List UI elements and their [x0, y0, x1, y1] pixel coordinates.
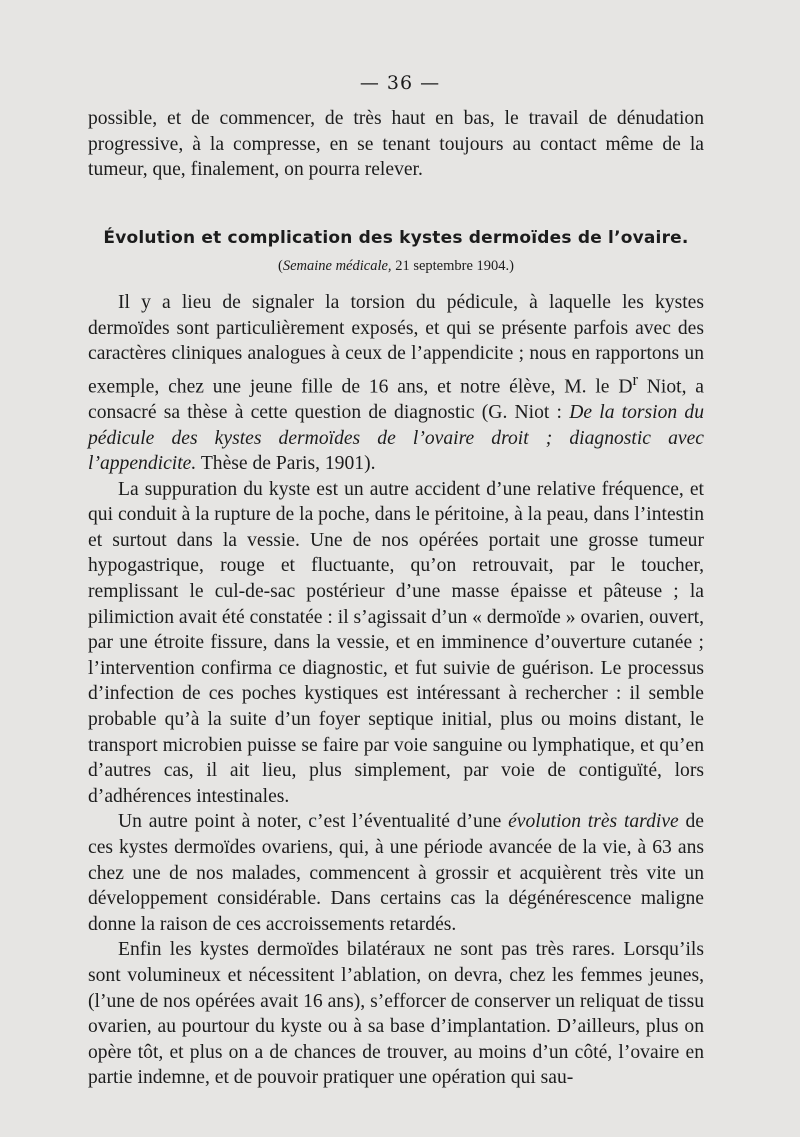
p3-text-a: Un autre point à noter, c’est l’éventualité d’une [118, 811, 509, 833]
paragraph-suppuration: La suppuration du kyste est un autre accident d’une relative fréquence, et qui conduit à la rupture de la poche, dans le péritoine, à la peau, dans l’intestin et surtout dans la vessie. Une de nos opérées portait une grosse tumeur hypogastrique, rouge et fluctuante, qu’on retrouvait, par le toucher, remplissant le cul-de-sac postérieur d’une masse épaisse et pâteuse ; la pilimiction avait été constatée : il s’agissait d’un « dermoïde » ovarien, ouvert, par une étroite fissure, dans la vessie, et en imminence d’ouverture cutanée ; l’intervention confirma ce diagnostic, et fut suivie de guérison. Le processus d’infection de ces poches kystiques est intéressant à rechercher : il semble probable qu’à la suite d’un foyer septique initial, plus ou moins distant, le transport microbien puisse se faire par voie sanguine ou lymphatique, et qu’en d’autres cas, il ait lieu, plus simplement, par voie de contiguïté, lors d’adhérences intestinales. [88, 478, 704, 807]
page-number: — 36 — [359, 72, 441, 94]
p1-superscript: r [632, 369, 638, 389]
source-date: 21 septembre 1904.) [391, 258, 514, 274]
p1-thesis-title: De la torsion du pédicule des kystes dermoïdes de l’ovaire droit ; diagnostic avec l’appendicite. [88, 401, 704, 475]
paragraph-evolution [88, 809, 704, 937]
paragraph-bilateral: Enfin les kystes dermoïdes bilatéraux ne sont pas très rares. Lorsqu’ils sont volumineux et nécessitent l’ablation, on devra, chez les femmes jeunes, (l’une de nos opérées avait 16 ans), s’efforcer de conserver un reliquat de tissu ovarien, au pourtour du kyste ou à sa base d’implantation. D’ailleurs, plus on opère tôt, et plus on a de chances de trouver, au moins d’un côté, l’ovaire en partie indemne, et de pouvoir pratiquer une opération qui sau- [88, 939, 704, 1089]
source-journal: Semaine médicale, [282, 258, 392, 274]
body-text [88, 290, 704, 1091]
p1-text-b: Niot, a consacré sa thèse à cette question de diagnostic (G. Niot : [88, 376, 704, 423]
p3-italic: évolution très tardive [508, 811, 679, 833]
section-title: Évolution et complication des kystes dermoïdes de l’ovaire. [103, 228, 689, 248]
p1-text-a: Il y a lieu de signaler la torsion du pédicule, à laquelle les kystes dermoïdes sont particulièrement exposés, et qui se présente parfois avec des caractères cliniques analogues à ceux de l’appendicite ; nous en rapportons un exemple, chez une jeune fille de 16 ans, et notre élève, M. le D [88, 292, 704, 398]
intro-paragraph: possible, et de commencer, de très haut en bas, le travail de dénudation progressive, à la compresse, en se tenant toujours au contact même de la tumeur, que, finalement, on pourra relever. [88, 108, 704, 181]
intro-paragraph-block [88, 106, 704, 183]
p3-text-b: de ces kystes dermoïdes ovariens, qui, à une période avancée de la vie, à 63 ans chez une de nos malades, commencent à grossir et acquièrent très vite un développement considérable. Dans certains cas la dégénérescence maligne donne la raison de ces accroissements retardés. [88, 811, 704, 935]
paragraph-torsion [88, 290, 704, 477]
source-open: ( [278, 258, 283, 274]
p1-text-c: Thèse de Paris, 1901). [196, 453, 376, 475]
section-source [88, 258, 704, 275]
